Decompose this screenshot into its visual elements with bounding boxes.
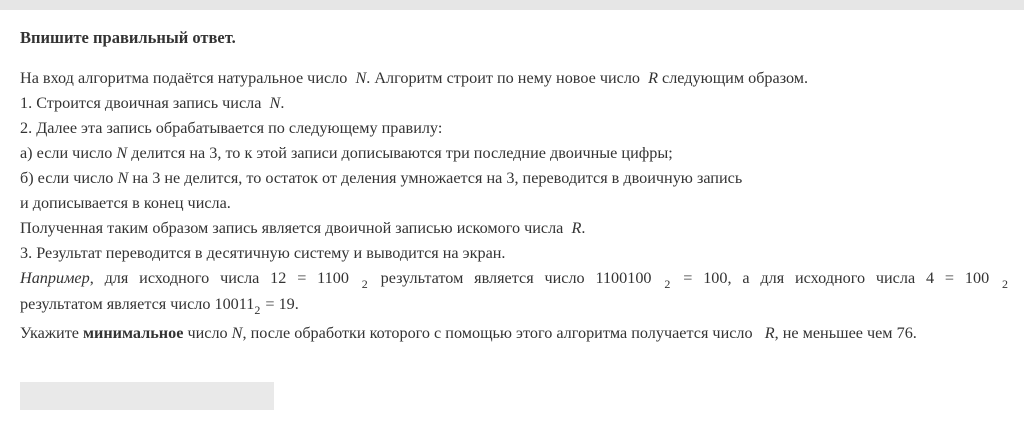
task-rule-b-continued: и дописывается в конец числа. <box>20 194 231 212</box>
answer-input[interactable] <box>20 382 274 410</box>
task-question: Укажите минимальное число N, после обработки которого с помощью этого алгоритма получается число R, не меньшее чем 76. <box>20 324 917 342</box>
task-step-1: 1. Строится двоичная запись числа N. <box>20 94 285 112</box>
task-rule-a: а) если число N делится на 3, то к этой записи дописываются три последние двоичные цифры; <box>20 144 673 162</box>
task-intro: На вход алгоритма подаётся натуральное число N. Алгоритм строит по нему новое число R следующим образом. <box>20 69 809 87</box>
task-step-2: 2. Далее эта запись обрабатывается по следующему правилу: <box>20 119 443 137</box>
task-step-3: 3. Результат переводится в десятичную систему и выводится на экран. <box>20 244 506 262</box>
top-bar <box>0 0 1024 10</box>
task-content <box>20 27 1010 346</box>
task-result: Полученная таким образом запись является двоичной записью искомого числа R. <box>20 219 586 237</box>
prompt-heading: Впишите правильный ответ. <box>20 28 236 47</box>
task-example: Например, для исходного числа 12 = 1100 $_2$ результатом является число 1100100 $_2$ = 100, а для исходного числа 4 = 100 $_2$ <box>20 269 1009 291</box>
task-example-continued: результатом является число $10011_2 = 19$. <box>20 295 299 317</box>
task-rule-b: б) если число N на 3 не делится, то остаток от деления умножается на 3, переводится в двоичную запись <box>20 169 743 187</box>
